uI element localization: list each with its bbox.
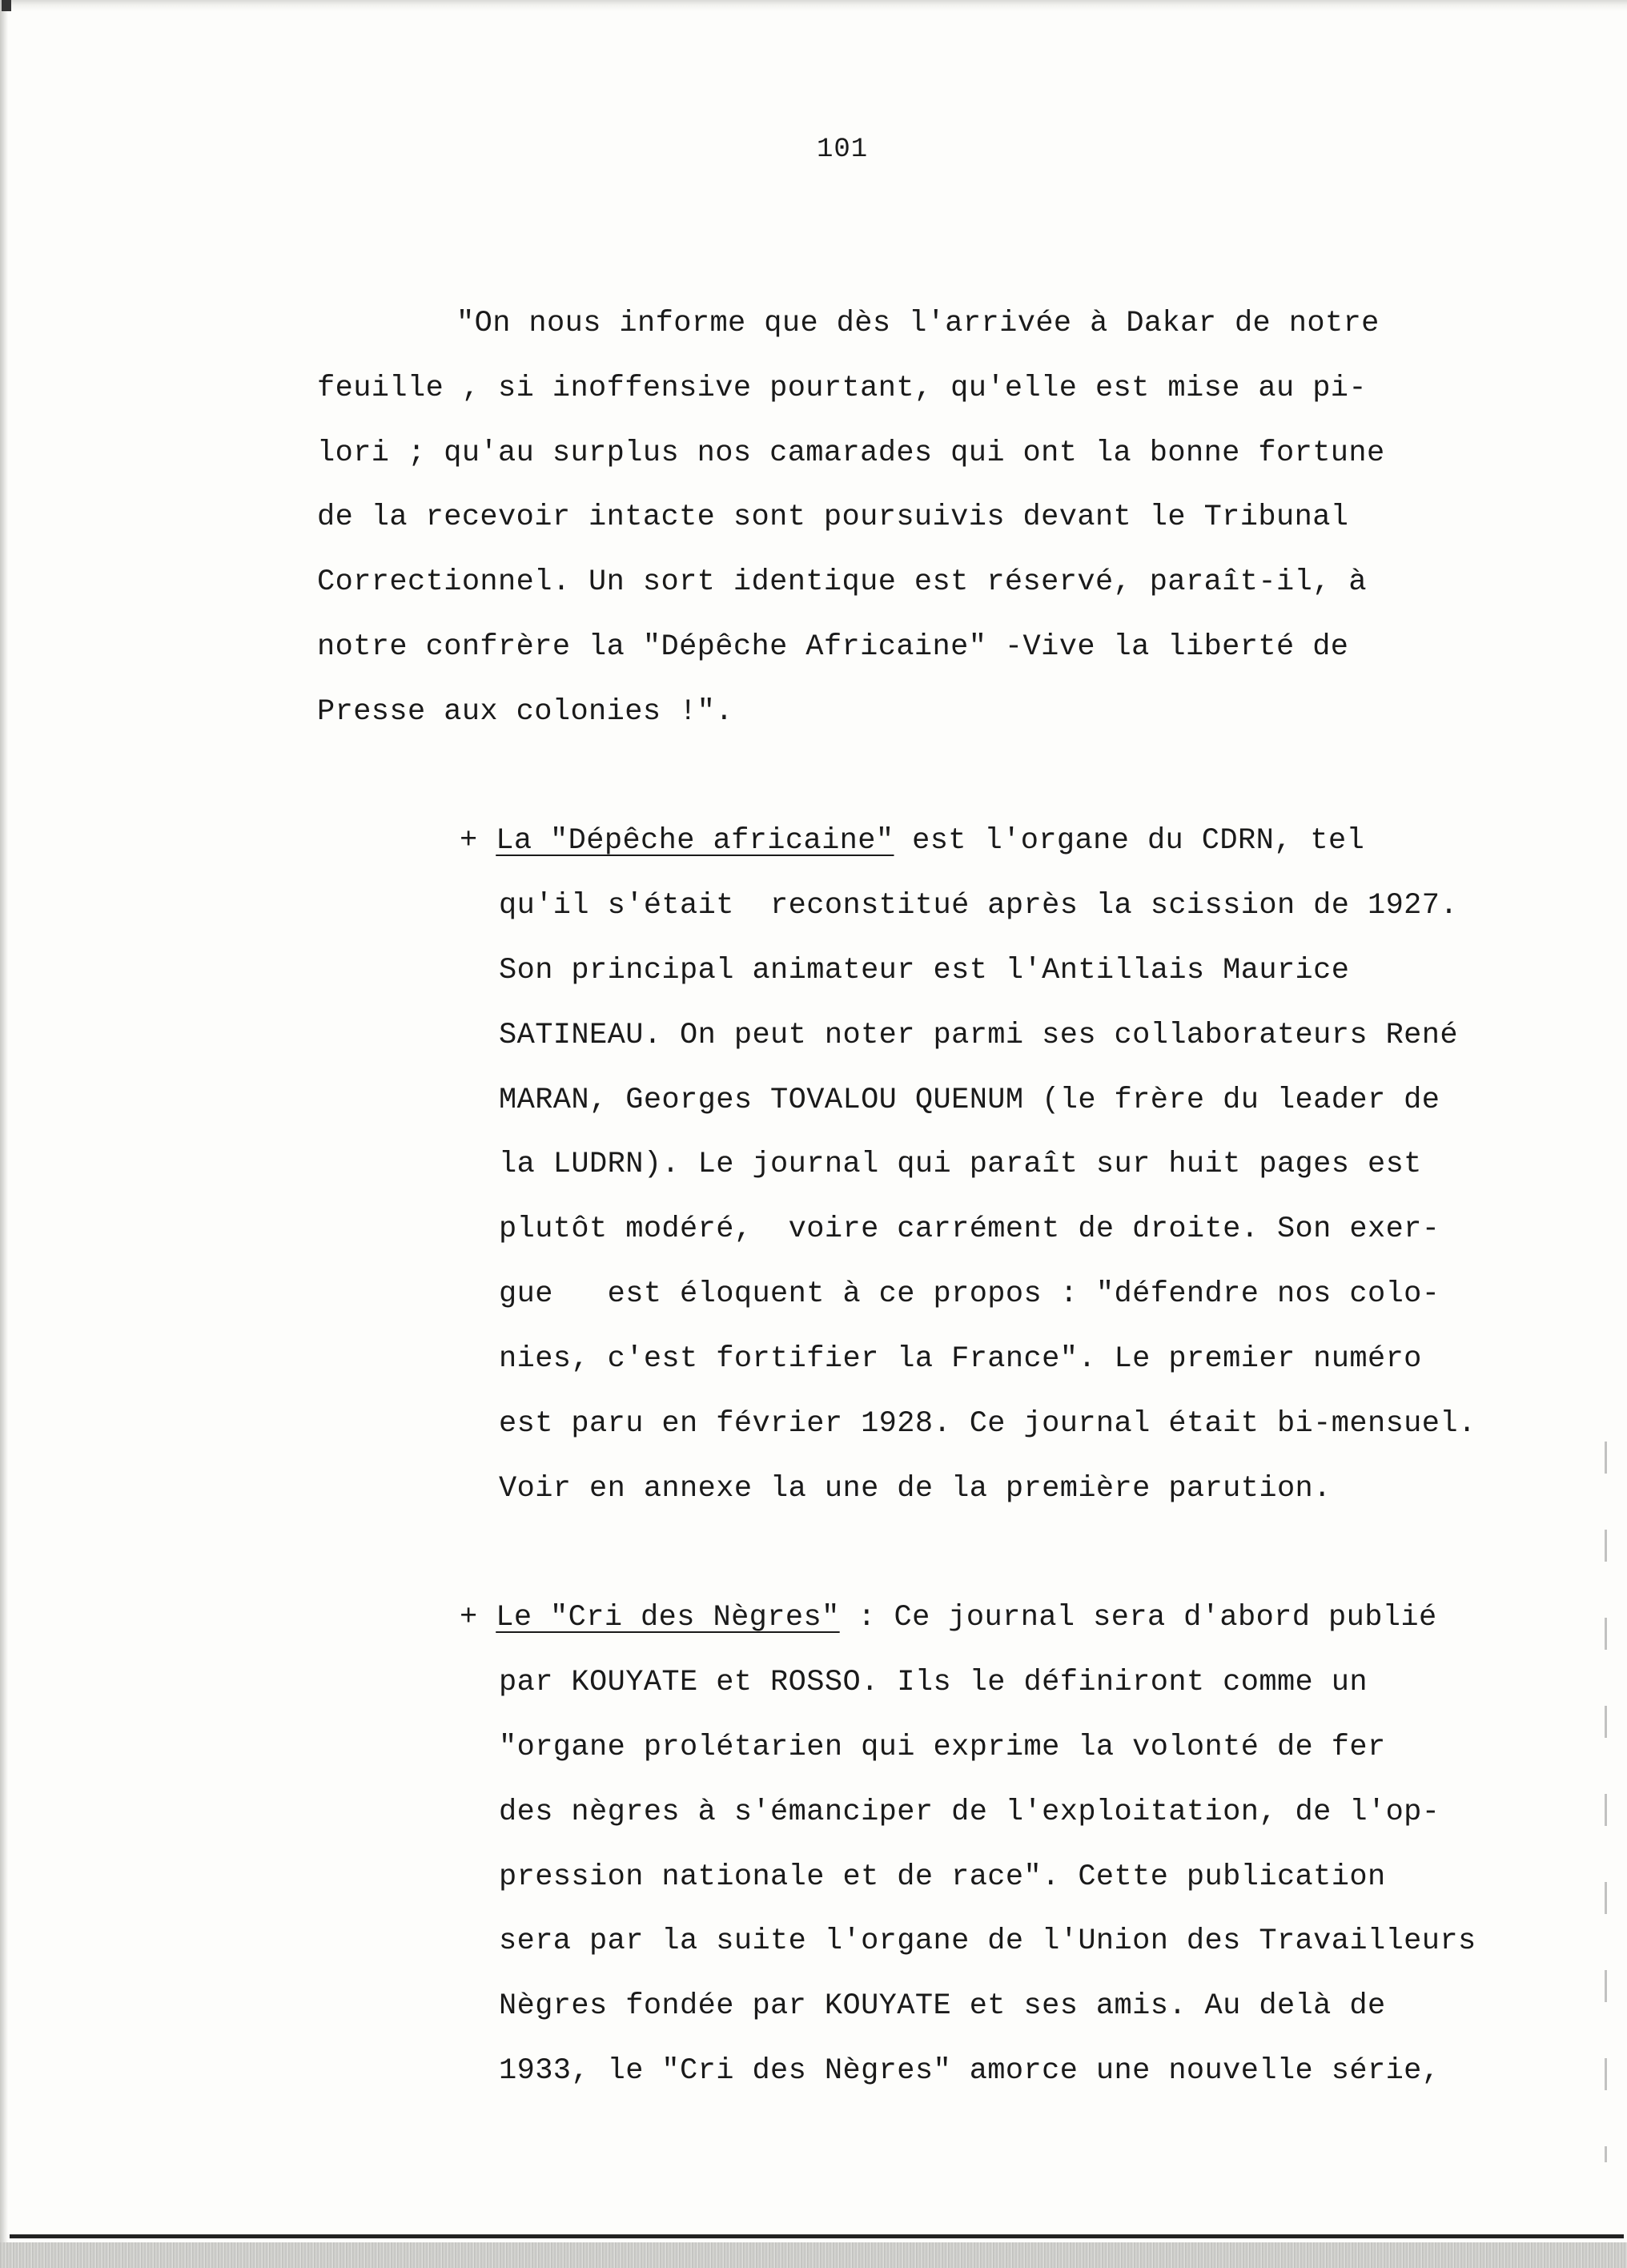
note-line: Voir en annexe la une de la première parution. — [499, 1472, 1332, 1506]
quote-line: "On nous informe que dès l'arrivée à Dakar de notre — [456, 307, 1380, 340]
quote-line: feuille , si inoffensive pourtant, qu'elle est mise au pi- — [317, 372, 1368, 405]
note-title-suffix: : Ce journal sera d'abord publié — [839, 1601, 1437, 1635]
note-line: la LUDRN). Le journal qui paraît sur huit pages est — [499, 1148, 1422, 1181]
scan-corner-mark — [2, 0, 11, 11]
note-line: gue est éloquent à ce propos : "défendre nos colo- — [499, 1277, 1440, 1311]
note-line: des nègres à s'émanciper de l'exploitation, de l'op- — [499, 1796, 1440, 1829]
note-line: plutôt modéré, voire carrément de droite. Son exer- — [499, 1212, 1440, 1246]
note-heading-line — [460, 826, 1364, 856]
scan-edge-left — [0, 0, 8, 2268]
scan-margin-marks — [1605, 1442, 1607, 2162]
note-line: Nègres fondée par KOUYATE et ses amis. Au delà de — [499, 1989, 1386, 2023]
note-title: Le "Cri des Nègres" — [496, 1601, 840, 1635]
quote-line: Presse aux colonies !". — [317, 695, 733, 729]
quote-line: lori ; qu'au surplus nos camarades qui ont la bonne fortune — [317, 436, 1385, 470]
note-line: qu'il s'était reconstitué après la scission de 1927. — [499, 889, 1458, 923]
note-line: SATINEAU. On peut noter parmi ses collaborateurs René — [499, 1019, 1458, 1052]
quote-line: de la recevoir intacte sont poursuivis devant le Tribunal — [317, 501, 1349, 534]
note-title-suffix: est l'organe du CDRN, tel — [894, 824, 1365, 858]
quote-line: notre confrère la "Dépêche Africaine" -Vive la liberté de — [317, 630, 1349, 664]
quote-line: Correctionnel. Un sort identique est réservé, paraît-il, à — [317, 565, 1368, 599]
scan-edge-top — [0, 0, 1627, 11]
note-line: pression nationale et de race". Cette publication — [499, 1860, 1386, 1894]
note-line: par KOUYATE et ROSSO. Ils le définiront comme un — [499, 1666, 1368, 1699]
note-line: 1933, le "Cri des Nègres" amorce une nouvelle série, — [499, 2054, 1440, 2088]
note-line: "organe prolétarien qui exprime la volonté de fer — [499, 1731, 1386, 1764]
note-line: est paru en février 1928. Ce journal était bi-mensuel. — [499, 1407, 1476, 1441]
note-heading-line — [460, 1603, 1437, 1633]
note-line: sera par la suite l'organe de l'Union des Travailleurs — [499, 1924, 1476, 1958]
note-marker: + — [460, 824, 478, 858]
note-marker: + — [460, 1601, 478, 1635]
note-line: Son principal animateur est l'Antillais Maurice — [499, 954, 1350, 987]
page-number: 101 — [817, 135, 869, 165]
scan-bottom-rule — [10, 2234, 1624, 2238]
note-title: La "Dépêche africaine" — [496, 824, 894, 858]
scan-bottom-band — [0, 2242, 1627, 2268]
note-line: nies, c'est fortifier la France". Le premier numéro — [499, 1342, 1422, 1376]
note-line: MARAN, Georges TOVALOU QUENUM (le frère du leader de — [499, 1084, 1440, 1117]
